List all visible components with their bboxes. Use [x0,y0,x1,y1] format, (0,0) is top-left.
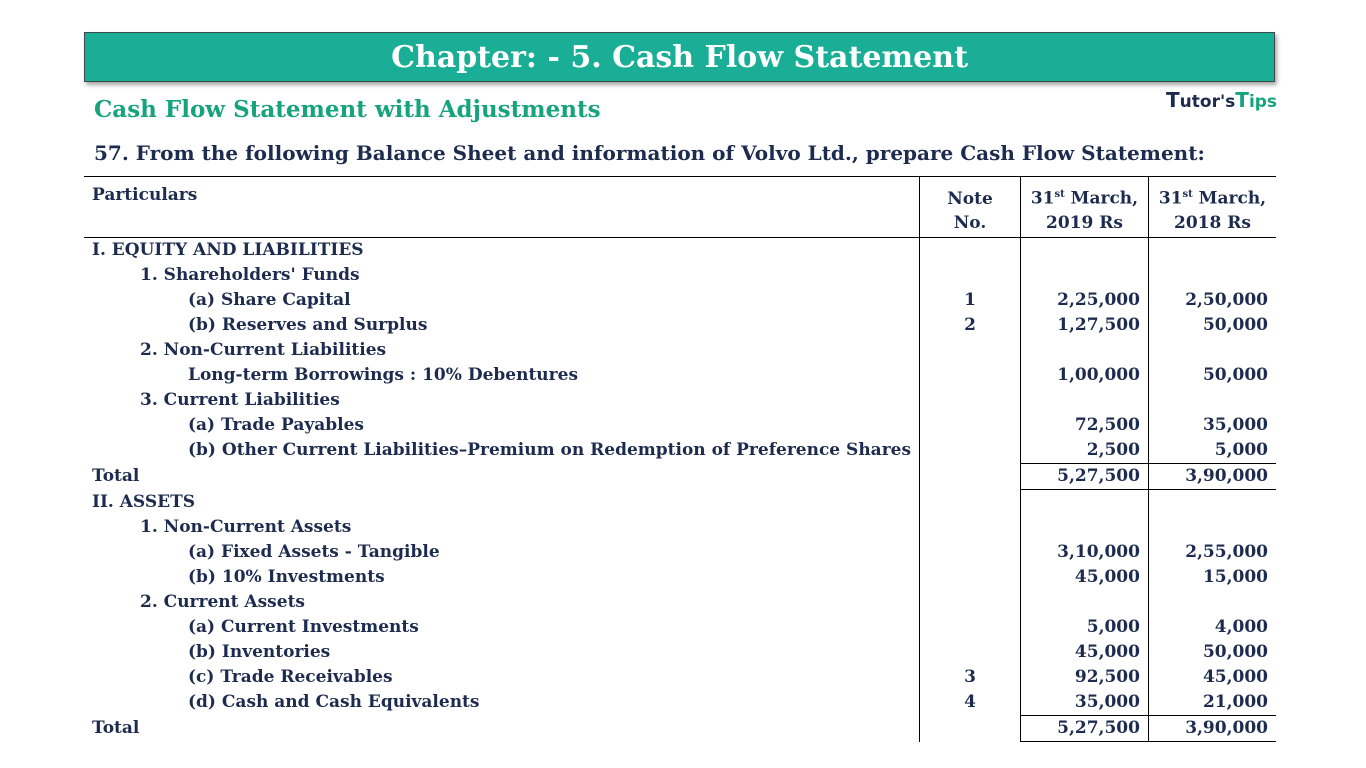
row-value-2018: 35,000 [1148,413,1276,438]
header-2018-year: 2018 Rs [1174,212,1251,233]
row-value-2019: 72,500 [1020,413,1148,438]
section-subtitle: Cash Flow Statement with Adjustments [94,96,601,123]
balance-sheet-table [84,176,1276,742]
table-row [84,515,1276,540]
row-value-2018: 15,000 [1148,565,1276,590]
row-value-2018: 3,90,000 [1148,464,1276,490]
row-note [920,388,1021,413]
table-row [84,263,1276,288]
table-row [84,288,1276,313]
row-value-2019 [1020,515,1148,540]
row-label: (a) Fixed Assets - Tangible [188,542,440,562]
table-row [84,690,1276,716]
row-note [920,515,1021,540]
table-row [84,388,1276,413]
row-note [920,565,1021,590]
row-value-2018 [1148,238,1276,264]
row-value-2019: 1,27,500 [1020,313,1148,338]
row-value-2018 [1148,263,1276,288]
chapter-banner [84,32,1275,82]
row-label: (b) Reserves and Surplus [188,315,428,335]
row-value-2018: 2,50,000 [1148,288,1276,313]
row-label: Long-term Borrowings : 10% Debentures [188,365,579,385]
row-note [920,338,1021,363]
chapter-title: Chapter: - 5. Cash Flow Statement [391,39,968,75]
table-header-row [84,177,1276,238]
table-row [84,413,1276,438]
row-label: (b) 10% Investments [188,567,385,587]
row-note [920,540,1021,565]
row-note [920,490,1021,516]
row-value-2019: 92,500 [1020,665,1148,690]
row-note [920,640,1021,665]
row-label: (a) Current Investments [188,617,419,637]
row-value-2018: 45,000 [1148,665,1276,690]
row-label: (c) Trade Receivables [188,667,393,687]
row-value-2019: 5,27,500 [1020,464,1148,490]
row-note: 3 [920,665,1021,690]
row-value-2019 [1020,590,1148,615]
row-value-2018: 50,000 [1148,313,1276,338]
row-note [920,413,1021,438]
table-row [84,338,1276,363]
row-value-2019 [1020,490,1148,516]
row-note [920,464,1021,490]
row-note [920,716,1021,742]
row-value-2018: 5,000 [1148,438,1276,464]
header-2019-day: 31 [1030,188,1055,209]
header-2019 [1020,177,1148,238]
logo-letter-2: T [1235,88,1249,112]
row-value-2018: 4,000 [1148,615,1276,640]
row-value-2018 [1148,515,1276,540]
header-2018-sup: st [1182,189,1193,200]
row-note [920,590,1021,615]
row-label: 1. Non-Current Assets [140,517,352,537]
row-label: II. ASSETS [92,491,195,512]
table-row [84,640,1276,665]
total-row-liabilities [84,464,1276,490]
row-note: 1 [920,288,1021,313]
row-value-2018 [1148,590,1276,615]
row-label: Total [92,466,140,486]
tutors-tips-logo [1166,88,1277,112]
row-value-2019 [1020,388,1148,413]
table-row [84,313,1276,338]
table-row [84,363,1276,388]
row-value-2019: 45,000 [1020,640,1148,665]
row-note [920,438,1021,464]
row-label: (d) Cash and Cash Equivalents [188,692,480,713]
logo-text-2: ips [1248,92,1278,112]
row-label: (a) Trade Payables [188,415,364,435]
table-row [84,590,1276,615]
row-note: 4 [920,690,1021,716]
row-value-2019: 2,500 [1020,438,1148,464]
row-label: Total [92,718,140,738]
header-2019-rest: March, [1064,188,1139,209]
row-value-2019 [1020,238,1148,264]
row-label: 3. Current Liabilities [140,390,340,410]
table-row [84,665,1276,690]
table-row [84,540,1276,565]
row-note: 2 [920,313,1021,338]
row-value-2019: 45,000 [1020,565,1148,590]
row-value-2018: 3,90,000 [1148,716,1276,742]
row-value-2019 [1020,263,1148,288]
header-particulars: Particulars [92,185,198,205]
row-value-2019: 5,27,500 [1020,716,1148,742]
header-2018-rest: March, [1192,188,1267,209]
table-row [84,490,1276,516]
row-value-2018: 2,55,000 [1148,540,1276,565]
row-note [920,263,1021,288]
row-label: 2. Current Assets [140,592,305,612]
header-note-no: Note No. [920,177,1021,238]
question-text: 57. From the following Balance Sheet and information of Volvo Ltd., prepare Cash Flow Statement: [94,141,1205,165]
row-value-2018: 21,000 [1148,690,1276,716]
logo-letter-1: T [1166,88,1180,112]
row-label: 2. Non-Current Liabilities [140,340,387,360]
row-value-2019: 3,10,000 [1020,540,1148,565]
table-row [84,438,1276,464]
row-label: (b) Inventories [188,642,331,662]
row-value-2019: 1,00,000 [1020,363,1148,388]
table-row [84,615,1276,640]
row-label: (b) Other Current Liabilities–Premium on Redemption of Preference Shares [188,440,912,461]
row-value-2019 [1020,338,1148,363]
row-value-2019: 2,25,000 [1020,288,1148,313]
row-label: I. EQUITY AND LIABILITIES [92,240,364,260]
row-value-2018: 50,000 [1148,363,1276,388]
total-row-assets [84,716,1276,742]
table-row [84,238,1276,264]
header-2019-sup: st [1054,189,1065,200]
header-2018 [1148,177,1276,238]
logo-text-1: utor's [1179,92,1236,112]
row-value-2019: 35,000 [1020,690,1148,716]
row-note [920,363,1021,388]
row-note [920,615,1021,640]
header-2019-year: 2019 Rs [1046,212,1123,233]
row-value-2018: 50,000 [1148,640,1276,665]
row-value-2019: 5,000 [1020,615,1148,640]
row-value-2018 [1148,338,1276,363]
row-value-2018 [1148,490,1276,516]
row-label: 1. Shareholders' Funds [140,265,360,285]
row-value-2018 [1148,388,1276,413]
header-2018-day: 31 [1158,188,1183,209]
row-label: (a) Share Capital [188,290,351,310]
table-row [84,565,1276,590]
row-note [920,238,1021,264]
